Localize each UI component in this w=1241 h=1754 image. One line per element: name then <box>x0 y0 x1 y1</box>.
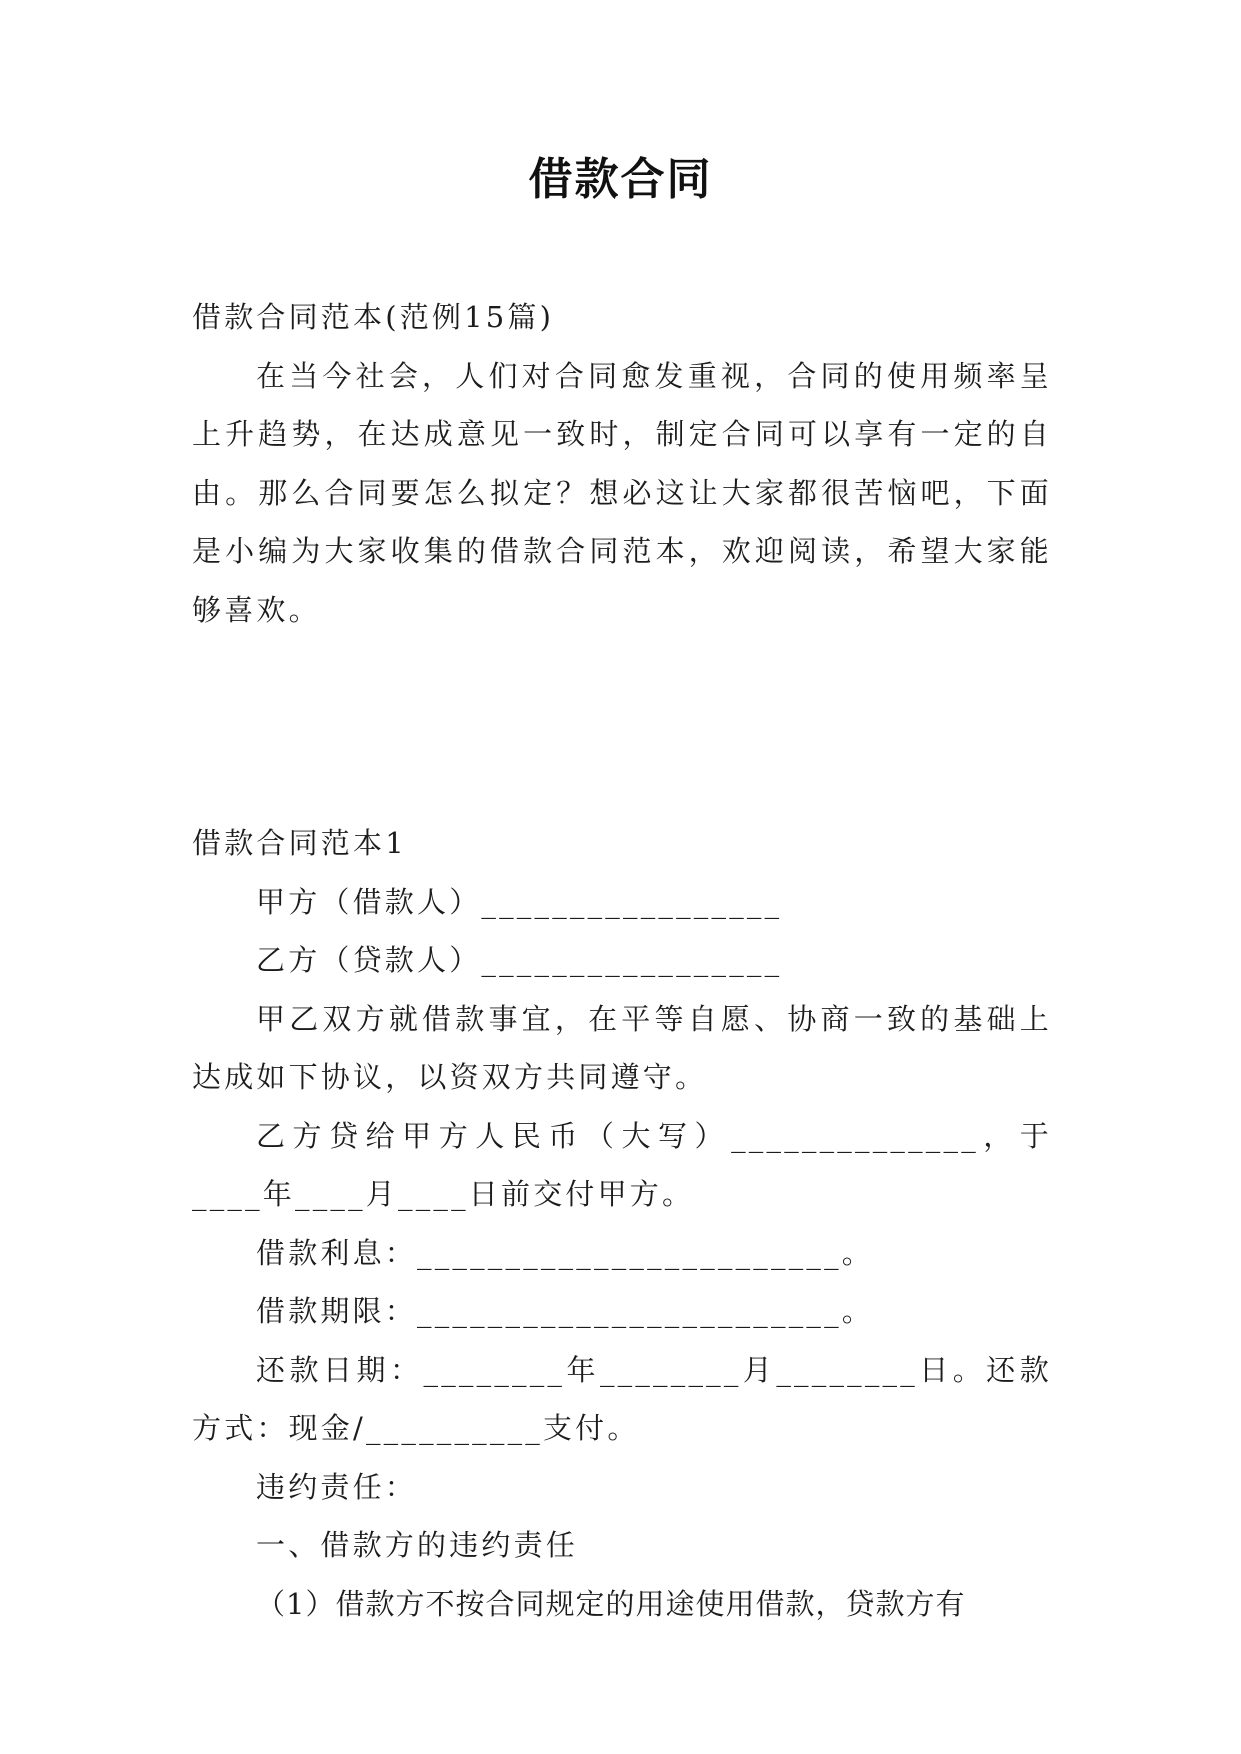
clause-1-line: （1）借款方不按合同规定的用途使用借款，贷款方有 <box>256 1586 966 1621</box>
loan-term-line: 借款期限：________________________。 <box>256 1294 875 1328</box>
loan-amount-paragraph: 乙方贷给甲方人民币（大写）______________，于____年____月____日前交付甲方。 <box>192 1118 1052 1211</box>
party-b-line: 乙方（贷款人）_________________ <box>256 943 783 977</box>
breach-heading: 违约责任： <box>256 1469 418 1504</box>
document-subtitle: 借款合同范本(范例15篇) <box>192 300 555 334</box>
section-spacer <box>192 639 1052 814</box>
section-heading: 借款合同范本1 <box>192 826 407 860</box>
party-a-line: 甲方（借款人）_________________ <box>256 884 783 919</box>
borrower-breach-heading: 一、借款方的违约责任 <box>256 1528 579 1562</box>
agreement-paragraph: 甲乙双方就借款事宜，在平等自愿、协商一致的基础上达成如下协议，以资双方共同遵守。 <box>192 1001 1052 1094</box>
repayment-paragraph: 还款日期：________年________月________日。还款方式：现金/__________支付。 <box>192 1352 1052 1445</box>
document-title: 借款合同 <box>528 154 713 205</box>
intro-paragraph: 在当今社会，人们对合同愈发重视，合同的使用频率呈上升趋势，在达成意见一致时，制定合同可以享有一定的自由。那么合同要怎么拟定？想必这让大家都很苦恼吧，下面是小编为大家收集的借款合同范本，欢迎阅读，希望大家能够喜欢。 <box>192 358 1052 627</box>
loan-interest-line: 借款利息：________________________。 <box>256 1235 875 1270</box>
document-body <box>192 288 1052 1633</box>
